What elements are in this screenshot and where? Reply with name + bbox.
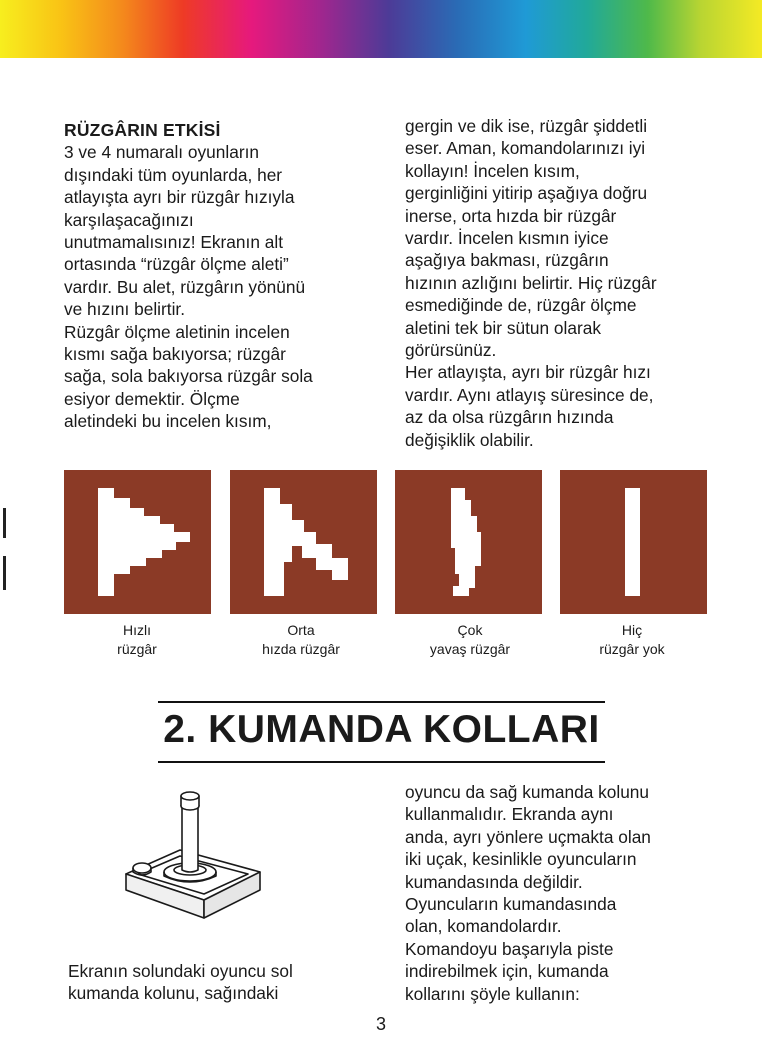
text-line: dışındaki tüm oyunlarda, her	[64, 164, 283, 185]
caption-slow	[395, 621, 545, 659]
title-rule-bottom	[158, 761, 605, 763]
text-line: anda, ayrı yönlere uçmakta olan	[405, 826, 651, 847]
text-line: oyuncu da sağ kumanda kolunu	[405, 782, 650, 802]
text-line: kollayın! İncelen kısım,	[405, 160, 580, 181]
text-line: 3 ve 4 numaralı oyunların	[64, 142, 260, 163]
joystick-left-column	[68, 960, 368, 1005]
caption-line: rüzgâr	[117, 641, 157, 657]
text-line: atlayışta ayrı bir rüzgâr hızıyla	[64, 187, 295, 208]
caption-line: yavaş rüzgâr	[429, 641, 511, 657]
text-line: Komandoyu başarıyla piste	[405, 938, 614, 959]
text-line: vardır. Aynı atlayış süresince de,	[405, 384, 654, 405]
text-line: kollarını şöyle kullanın:	[405, 983, 580, 1004]
caption-line: Çok	[457, 622, 483, 638]
wind-right-column	[405, 115, 725, 451]
text-line: gerginliğini yitirip aşağıya doğru	[405, 183, 648, 204]
text-line: iki uçak, kesinlikle oyuncuların	[405, 849, 637, 870]
text-line: inerse, orta hızda bir rüzgâr	[405, 205, 617, 226]
text-line: kumandasında değildir.	[405, 871, 583, 892]
text-line: az da olsa rüzgârın hızında	[405, 407, 614, 428]
text-line: gergin ve dik ise, rüzgâr şiddetli	[405, 116, 648, 136]
caption-line: Hiç	[621, 622, 643, 638]
text-line: görürsünüz.	[405, 340, 497, 361]
fast-wind-flag-icon	[64, 470, 211, 614]
wind-indicator-row	[0, 470, 762, 620]
text-line: indirebilmek için, kumanda	[405, 961, 609, 982]
caption-line: rüzgâr yok	[599, 641, 665, 657]
section-title: 2. KUMANDA KOLLARI	[163, 708, 600, 751]
text-line: Her atlayışta, ayrı bir rüzgâr hızı	[405, 362, 651, 383]
caption-line: Orta	[287, 622, 315, 638]
caption-line: Hızlı	[123, 622, 151, 638]
text-line: karşılaşacağınızı	[64, 209, 194, 230]
text-line: eser. Aman, komandolarınızı iyi	[405, 138, 646, 159]
text-line: sağa, sola bakıyorsa rüzgâr sola	[64, 366, 313, 387]
joystick-right-column	[405, 781, 725, 1005]
text-line: ve hızını belirtir.	[64, 299, 186, 320]
wind-indicator-fast	[64, 470, 211, 614]
text-line: Ekranın solundaki oyuncu sol	[68, 961, 293, 981]
text-line: aletindeki bu incelen kısım,	[64, 411, 272, 432]
caption-fast	[62, 621, 212, 659]
text-line: vardır. Bu alet, rüzgârın yönünü	[64, 276, 306, 297]
no-wind-pole-icon	[560, 470, 707, 614]
medium-wind-flag-icon	[230, 470, 377, 614]
wind-indicator-medium	[230, 470, 377, 614]
title-rule-top	[158, 701, 605, 703]
wind-indicator-slow	[395, 470, 542, 614]
page-number: 3	[375, 1014, 386, 1034]
text-line: esiyor demektir. Ölçme	[64, 388, 240, 409]
joystick-icon	[120, 782, 270, 942]
wind-left-column	[64, 119, 384, 433]
text-line: Rüzgâr ölçme aletinin incelen	[64, 321, 290, 342]
text-line: vardır. İncelen kısmın iyice	[405, 228, 609, 249]
text-line: olan, komandolardır.	[405, 916, 562, 937]
text-line: aletini tek bir sütun olarak	[405, 317, 601, 338]
caption-medium	[226, 621, 376, 659]
text-line: aşağıya bakması, rüzgârın	[405, 250, 609, 271]
slow-wind-flag-icon	[395, 470, 542, 614]
text-line: esmediğinde de, rüzgâr ölçme	[405, 295, 637, 316]
text-line: kullanmalıdır. Ekranda aynı	[405, 804, 614, 825]
text-line: ortasında “rüzgâr ölçme aleti”	[64, 254, 289, 275]
text-line: Oyuncuların kumandasında	[405, 894, 617, 915]
text-line: kısmı sağa bakıyorsa; rüzgâr	[64, 344, 286, 365]
wind-heading: RÜZGÂRIN ETKİSİ	[64, 120, 221, 140]
text-line: kumanda kolunu, sağındaki	[68, 983, 279, 1004]
text-line: hızının azlığını belirtir. Hiç rüzgâr	[405, 272, 657, 293]
caption-none	[557, 621, 707, 659]
text-line: unutmamalısınız! Ekranın alt	[64, 232, 283, 253]
text-line: değişiklik olabilir.	[405, 429, 534, 450]
rainbow-header-band	[0, 0, 762, 58]
wind-indicator-none	[560, 470, 707, 614]
caption-line: hızda rüzgâr	[262, 641, 340, 657]
